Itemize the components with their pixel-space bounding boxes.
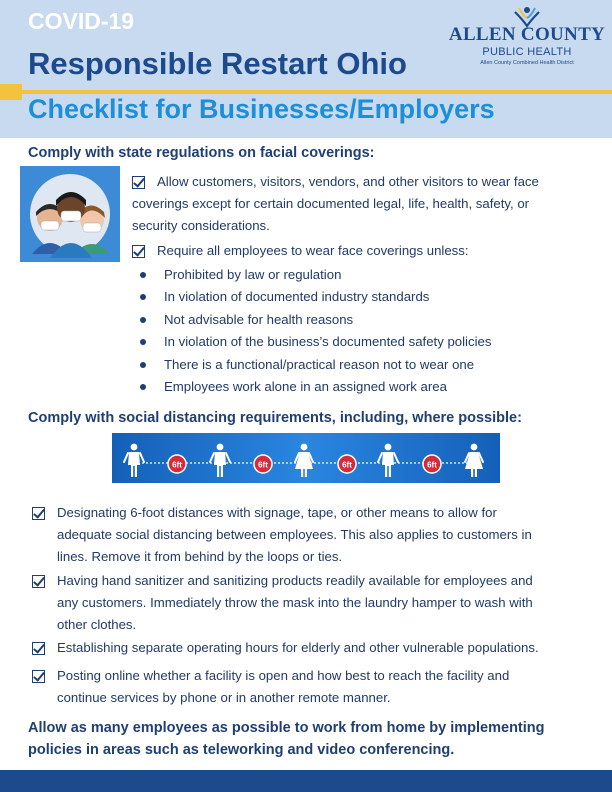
- section-heading-face-coverings: Comply with state regulations on facial coverings:: [28, 145, 375, 161]
- checklist-item-text: Allow customers, visitors, vendors, and other visitors to wear face: [157, 174, 539, 189]
- page-title: Responsible Restart Ohio: [28, 46, 407, 81]
- list-item: Employees work alone in an assigned work area: [138, 376, 491, 398]
- list-item: In violation of the business’s documented safety policies: [138, 331, 491, 353]
- svg-text:6ft: 6ft: [172, 460, 182, 470]
- exception-list: [138, 264, 491, 398]
- closing-statement: Allow as many employees as possible to work from home by implementing policies in areas such as teleworking and video conferencing.: [28, 720, 545, 758]
- logo-sub: PUBLIC HEALTH: [482, 46, 572, 58]
- masked-people-illustration: [20, 166, 120, 262]
- checkbox-icon: [32, 507, 45, 520]
- footer-bar: [0, 770, 612, 792]
- checkbox-icon: [32, 670, 45, 683]
- allen-county-logo: [448, 4, 606, 74]
- section-heading-social-distancing: Comply with social distancing requirements, including, where possible:: [28, 410, 522, 426]
- list-item: There is a functional/practical reason not to wear one: [138, 354, 491, 376]
- checklist-item-text: Designating 6-foot distances with signage, tape, or other means to allow for adequate social distancing between employees. This also applies to customers in lines. Remove it from behind by the loops or ties.: [57, 505, 532, 564]
- svg-text:6ft: 6ft: [342, 460, 352, 470]
- list-item: Prohibited by law or regulation: [138, 264, 491, 286]
- distance-badge: [254, 455, 272, 473]
- checklist-item-continuation: coverings except for certain documented legal, life, health, safety, or security considerations.: [132, 196, 530, 233]
- distance-badge: [168, 455, 186, 473]
- svg-text:6ft: 6ft: [427, 460, 437, 470]
- list-item: In violation of documented industry standards: [138, 286, 491, 308]
- logo-name: ALLEN COUNTY: [448, 24, 606, 45]
- checkbox-icon: [132, 245, 145, 258]
- checklist-item-text: Establishing separate operating hours for elderly and other vulnerable populations.: [57, 640, 539, 655]
- svg-text:6ft: 6ft: [258, 460, 268, 470]
- list-item: Not advisable for health reasons: [138, 309, 491, 331]
- distance-badge: [338, 455, 356, 473]
- checklist-item-text: Require all employees to wear face coverings unless:: [157, 243, 469, 258]
- page-subtitle: Checklist for Businesses/Employers: [28, 94, 495, 124]
- checkbox-icon: [32, 642, 45, 655]
- distance-badge: [423, 455, 441, 473]
- header-band: [0, 0, 612, 138]
- header-kicker: COVID-19: [28, 8, 135, 34]
- checkbox-icon: [132, 176, 145, 189]
- checklist-item-text: Posting online whether a facility is open and how best to reach the facility and continue services by phone or in another remote manner.: [57, 668, 510, 705]
- checkbox-icon: [32, 575, 45, 588]
- logo-tagline: Allen County Combined Health District: [480, 60, 574, 66]
- checklist-item-text: Having hand sanitizer and sanitizing products readily available for employees and any customers. Immediately throw the mask into the laundry hamper to wash with other clothes.: [57, 573, 533, 632]
- social-distancing-banner: [112, 433, 500, 483]
